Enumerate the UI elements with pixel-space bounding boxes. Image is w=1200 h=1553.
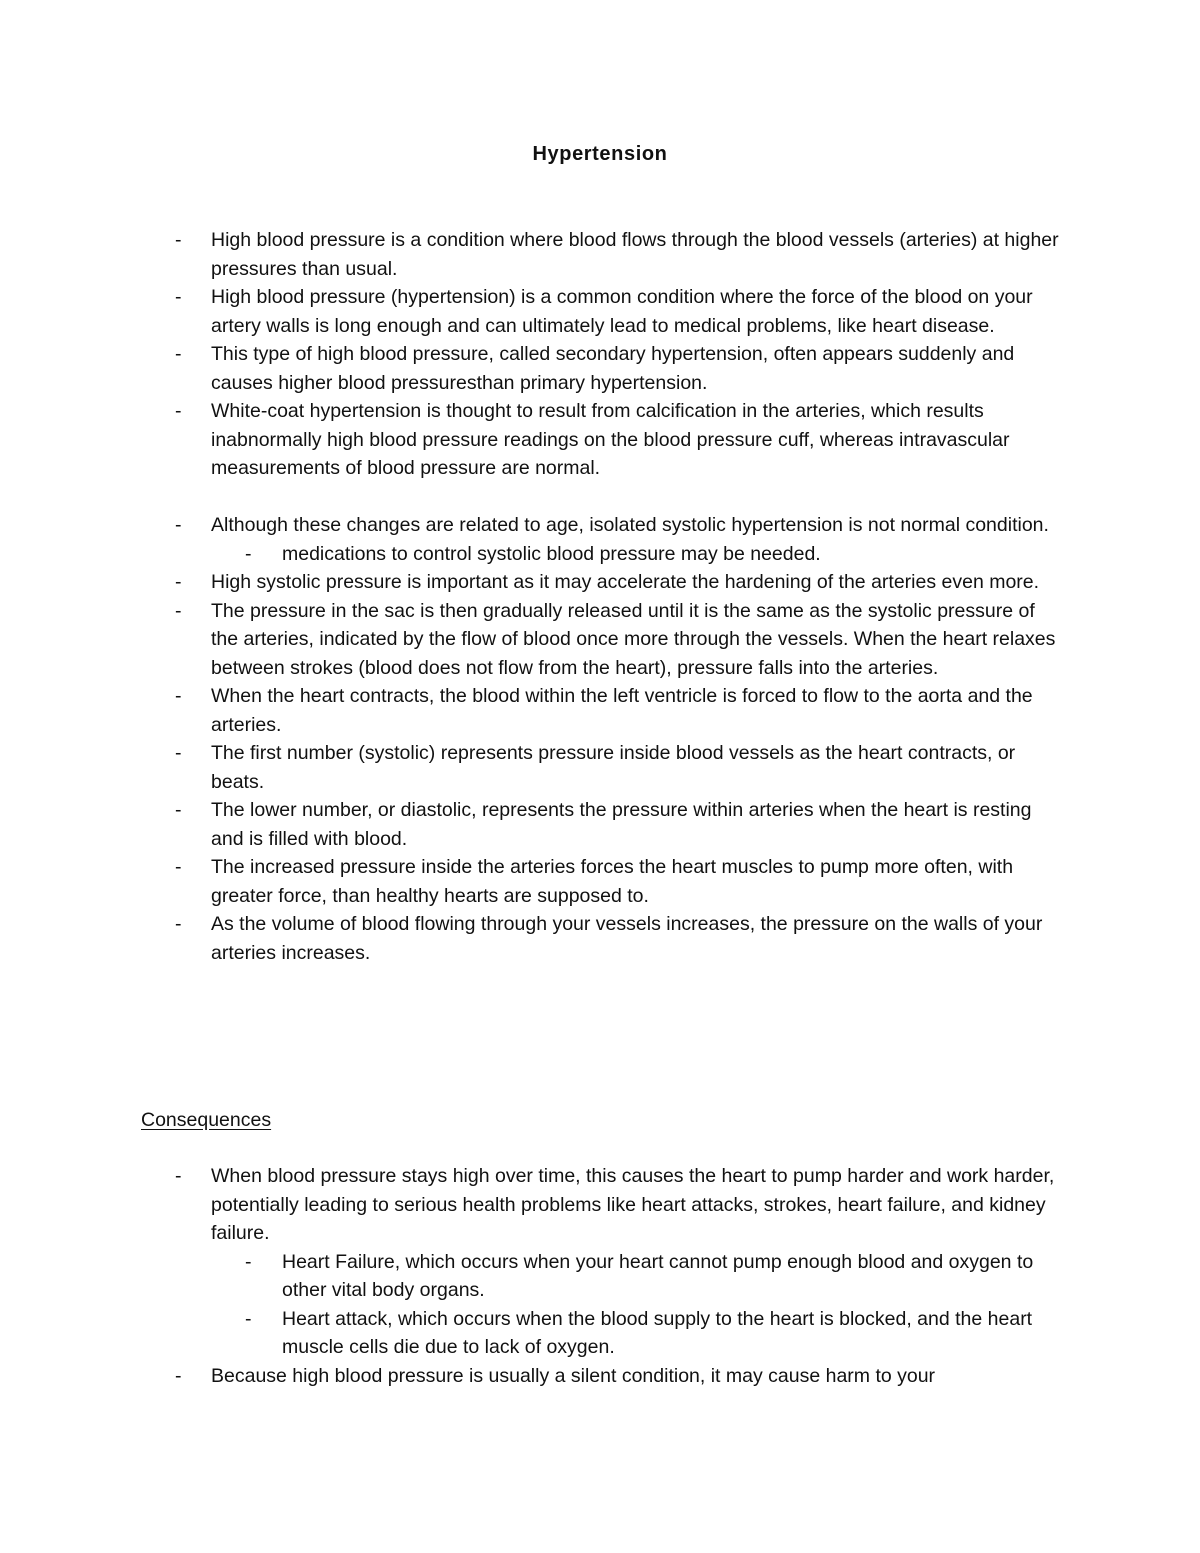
bullet-dash: - xyxy=(175,571,182,593)
list-item-text: Heart attack, which occurs when the blood supply to the heart is blocked, and the heart muscle cells die due to lack of oxygen. xyxy=(282,1307,1033,1358)
list-item xyxy=(0,511,1061,540)
bullet-dash: - xyxy=(175,742,182,764)
list-item-text: medications to control systolic blood pressure may be needed. xyxy=(282,542,821,565)
bullet-dash: - xyxy=(175,685,182,707)
document-title: Hypertension xyxy=(532,143,668,165)
sub-list-item xyxy=(0,1305,1062,1362)
bullet-dash: - xyxy=(175,1364,182,1387)
list-item-text: Because high blood pressure is usually a silent condition, it may cause harm to your xyxy=(211,1364,936,1387)
bullet-dash: - xyxy=(245,1250,252,1273)
list-item xyxy=(0,397,1061,483)
sub-list-item xyxy=(0,540,1062,569)
bullet-dash: - xyxy=(175,514,182,536)
list-item xyxy=(0,597,1061,683)
hypertension-bullet-list xyxy=(0,226,1062,967)
list-item xyxy=(0,283,1061,340)
bullet-dash: - xyxy=(245,542,252,565)
consequences-heading: Consequences xyxy=(141,1109,272,1131)
bullet-dash: - xyxy=(245,1307,252,1330)
list-item xyxy=(0,739,1061,796)
sub-list-item xyxy=(0,1248,1062,1305)
list-item-text: High blood pressure (hypertension) is a common condition where the force of the blood on your artery walls is long enough and can ultimately lead to medical problems, like heart disease. xyxy=(211,286,1033,337)
list-item-text: High systolic pressure is important as it may accelerate the hardening of the arteries even more. xyxy=(211,571,1040,593)
list-item-text: The first number (systolic) represents pressure inside blood vessels as the heart contracts, or beats. xyxy=(211,742,1016,793)
list-item-text: When the heart contracts, the blood within the left ventricle is forced to flow to the aorta and the arteries. xyxy=(211,685,1033,736)
bullet-dash: - xyxy=(175,286,182,308)
bullet-dash: - xyxy=(175,1165,182,1187)
list-item-text: The increased pressure inside the arteries forces the heart muscles to pump more often, with greater force, than healthy hearts are supposed to. xyxy=(211,856,1014,907)
list-item xyxy=(0,226,1061,283)
list-item xyxy=(0,682,1061,739)
list-item-text: As the volume of blood flowing through your vessels increases, the pressure on the walls of your arteries increases. xyxy=(211,913,1043,964)
consequences-bullet-list xyxy=(0,1162,1062,1390)
list-item xyxy=(0,568,1061,597)
list-item xyxy=(0,910,1061,967)
list-item-text: When blood pressure stays high over time, this causes the heart to pump harder and work harder, potentially leading to serious health problems like heart attacks, strokes, heart failure, and kidney failure. xyxy=(211,1165,1055,1244)
list-item-text: High blood pressure is a condition where blood flows through the blood vessels (arteries) at higher pressures than usual. xyxy=(211,229,1059,280)
list-item xyxy=(0,340,1061,397)
bullet-dash: - xyxy=(175,913,182,935)
bullet-dash: - xyxy=(175,229,182,251)
list-item xyxy=(0,853,1061,910)
list-item-text: Although these changes are related to age, isolated systolic hypertension is not normal condition. xyxy=(211,514,1049,536)
list-item-text: The pressure in the sac is then gradually released until it is the same as the systolic pressure of the arteries, indicated by the flow of blood once more through the vessels. When the heart relaxes between strokes (blood does not flow from the heart), pressure falls into the arteries. xyxy=(211,599,1056,679)
bullet-dash: - xyxy=(175,400,182,422)
bullet-dash: - xyxy=(175,799,182,821)
list-item xyxy=(0,1362,1061,1391)
bullet-dash: - xyxy=(175,343,182,365)
bullet-dash: - xyxy=(175,599,182,622)
list-item-text: The lower number, or diastolic, represents the pressure within arteries when the heart is resting and is filled with blood. xyxy=(211,799,1032,850)
list-item xyxy=(0,1162,1061,1248)
list-item xyxy=(0,796,1061,853)
list-item-text: White-coat hypertension is thought to result from calcification in the arteries, which results inabnormally high blood pressure readings on the blood pressure cuff, whereas intravascular measurements of blood pressure are normal. xyxy=(211,400,1010,479)
list-item-text: Heart Failure, which occurs when your heart cannot pump enough blood and oxygen to other vital body organs. xyxy=(282,1250,1034,1301)
list-item-text: This type of high blood pressure, called secondary hypertension, often appears suddenly and causes higher blood pressuresthan primary hypertension. xyxy=(211,343,1015,394)
bullet-dash: - xyxy=(175,856,182,878)
